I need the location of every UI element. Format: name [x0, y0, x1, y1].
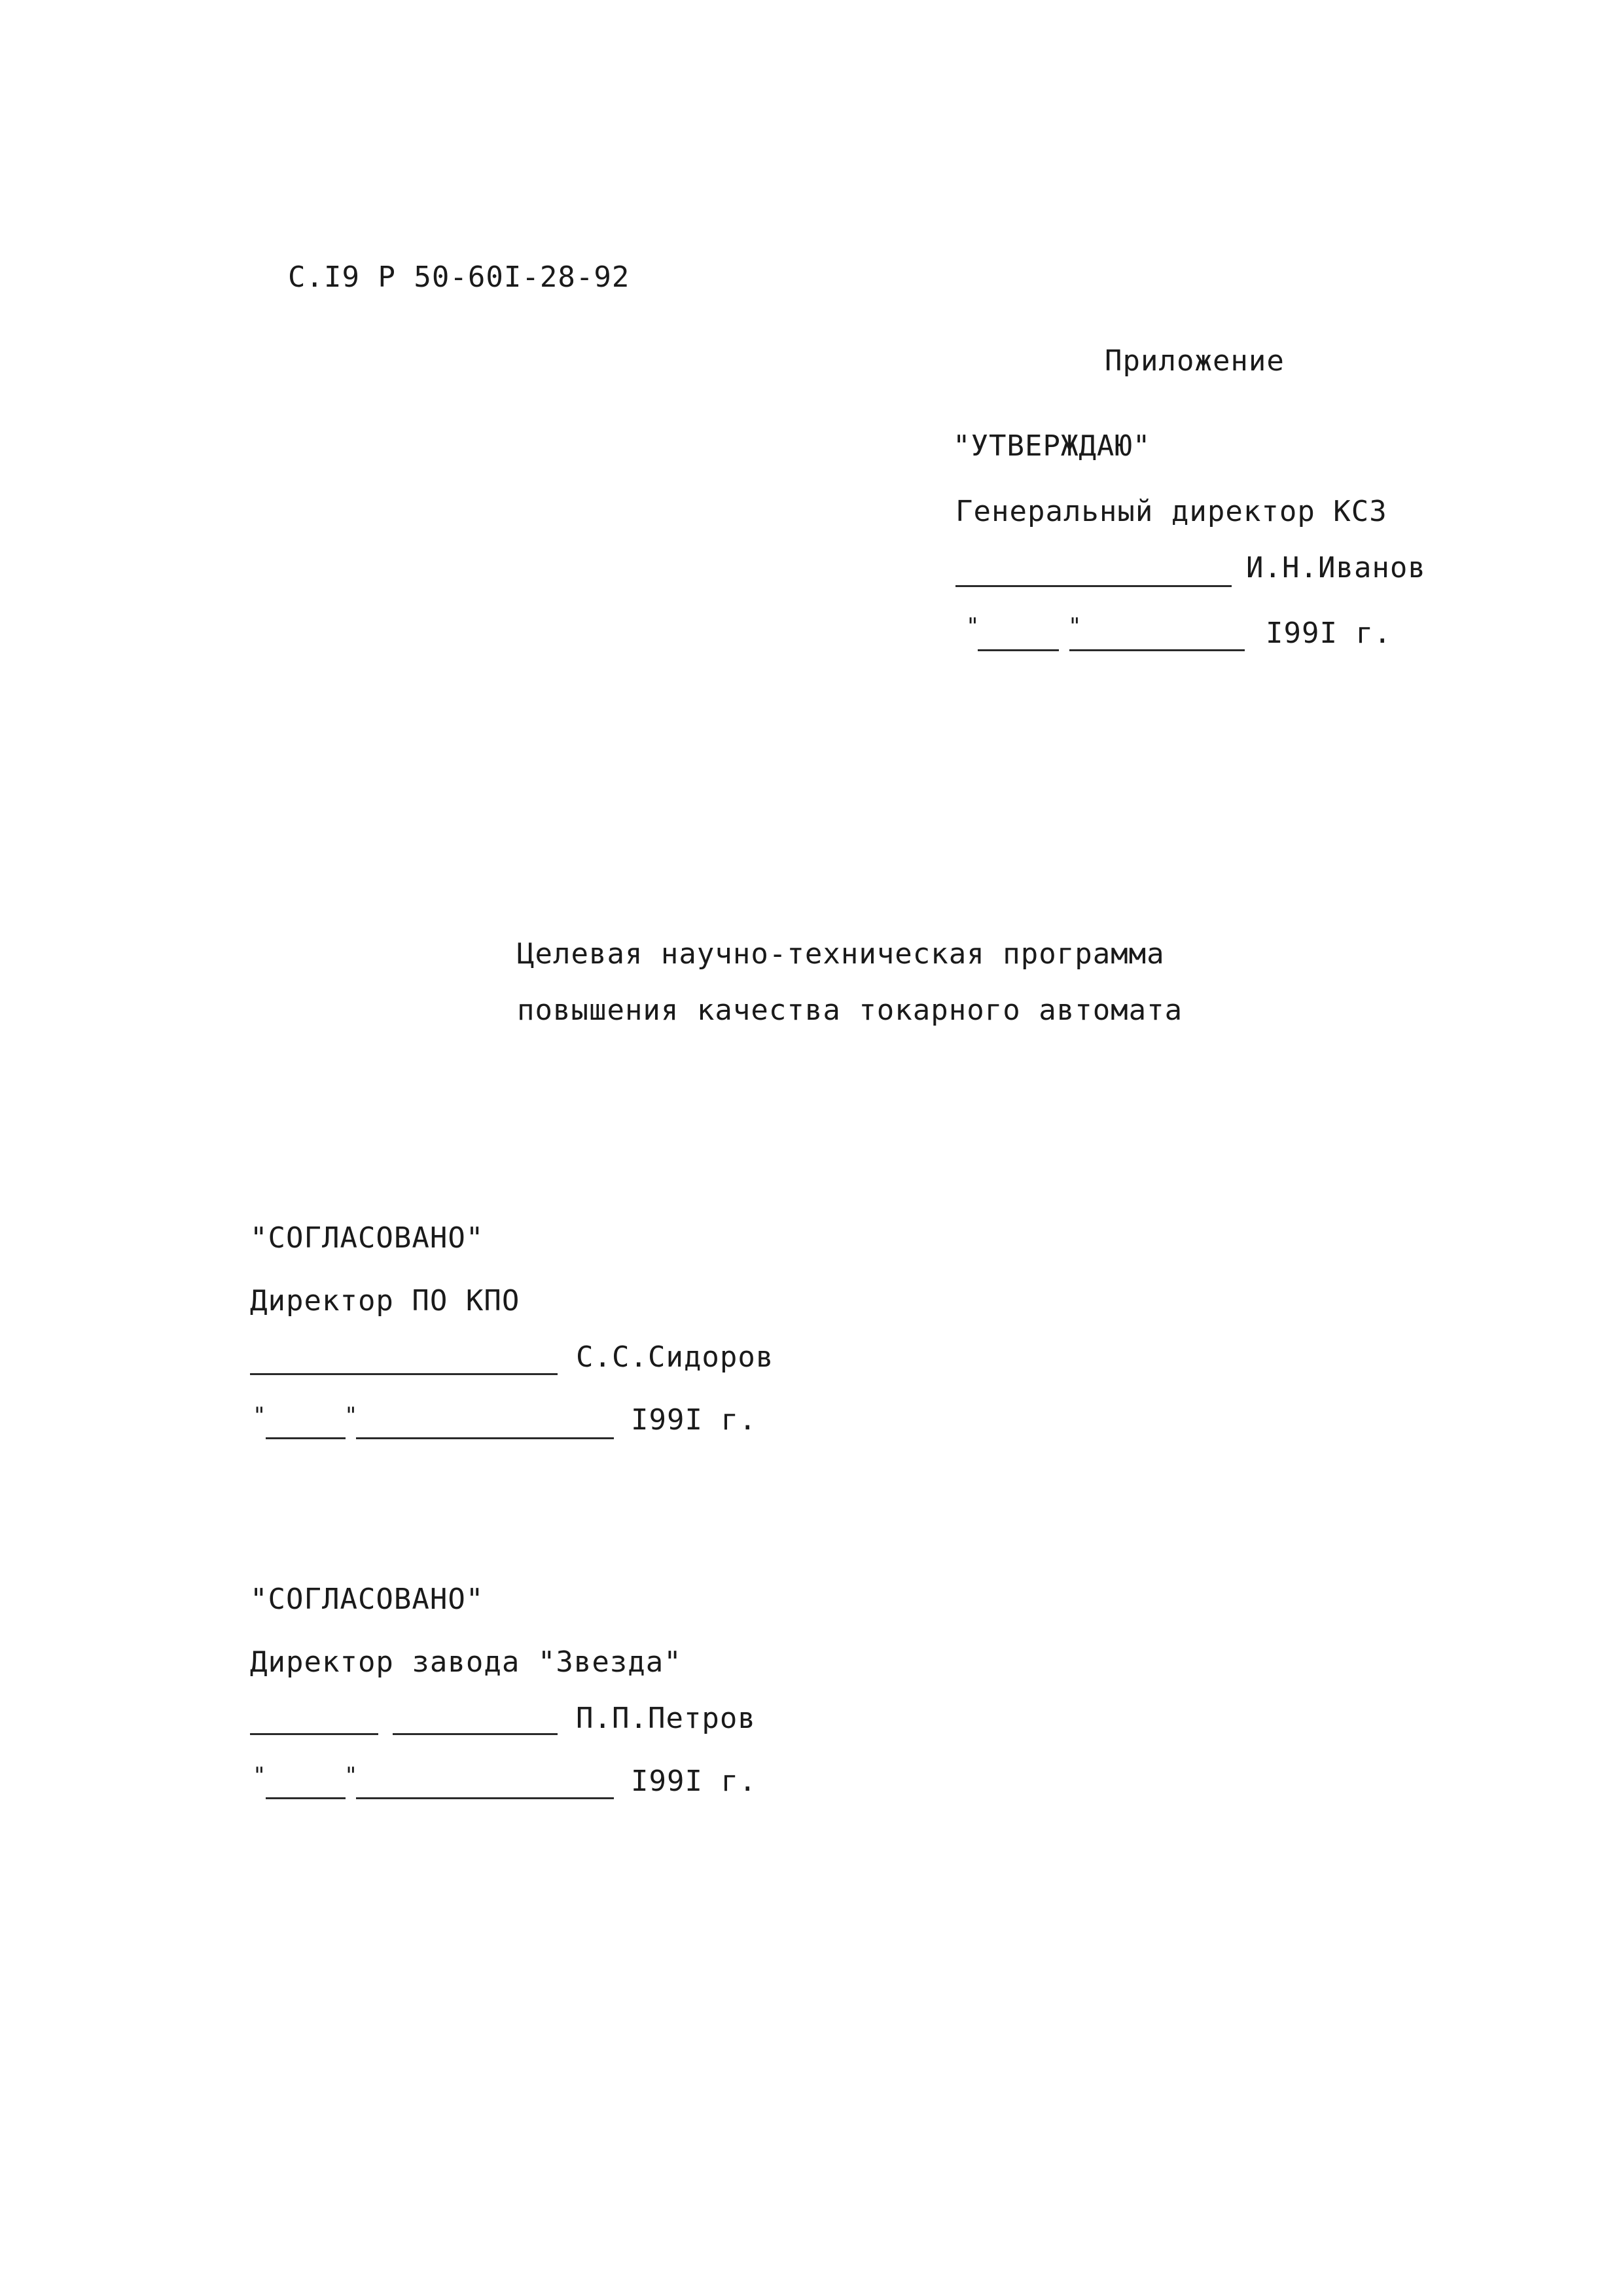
approval-name: И.Н.Иванов [1246, 551, 1426, 584]
approval-date-close-quote: " [1068, 613, 1082, 639]
agreement2-year: I99I г. [631, 1765, 757, 1798]
agreement2-date-open-quote: " [253, 1763, 266, 1789]
approval-position: Генеральный директор КСЗ [955, 495, 1387, 528]
agreement2-day-line [266, 1797, 346, 1799]
approval-day-line [978, 649, 1059, 651]
agreement1-position: Директор ПО КПО [250, 1284, 520, 1318]
title-line-2: повышения качества токарного автомата [517, 994, 1183, 1027]
approval-month-line [1069, 649, 1245, 651]
agreement2-name: П.П.Петров [576, 1702, 756, 1735]
agreement1-month-line [356, 1437, 614, 1439]
agreement1-day-line [266, 1437, 346, 1439]
agreement1-year: I99I г. [631, 1403, 757, 1437]
agreement1-signature-line [250, 1373, 558, 1375]
agreement2-position: Директор завода "Звезда" [250, 1645, 682, 1679]
appendix-label: Приложение [1105, 344, 1285, 378]
agreement2-signature-line-a [250, 1733, 378, 1735]
agreement1-name: С.С.Сидоров [576, 1340, 774, 1374]
title-line-1: Целевая научно-техническая программа [517, 937, 1165, 971]
approval-signature-line [955, 585, 1232, 587]
page-reference: С.I9 Р 50-60I-28-92 [288, 260, 630, 294]
agreement2-month-line [356, 1797, 614, 1799]
agreement2-date-close-quote: " [344, 1763, 358, 1789]
agreement2-signature-line-b [393, 1733, 558, 1735]
agreement1-heading: "СОГЛАСОВАНО" [250, 1221, 484, 1255]
approval-date-open-quote: " [966, 613, 980, 639]
approval-year: I99I г. [1266, 617, 1392, 650]
agreement1-date-close-quote: " [344, 1403, 358, 1429]
agreement1-date-open-quote: " [253, 1403, 266, 1429]
approval-heading: "УТВЕРЖДАЮ" [953, 429, 1151, 463]
agreement2-heading: "СОГЛАСОВАНО" [250, 1583, 484, 1616]
